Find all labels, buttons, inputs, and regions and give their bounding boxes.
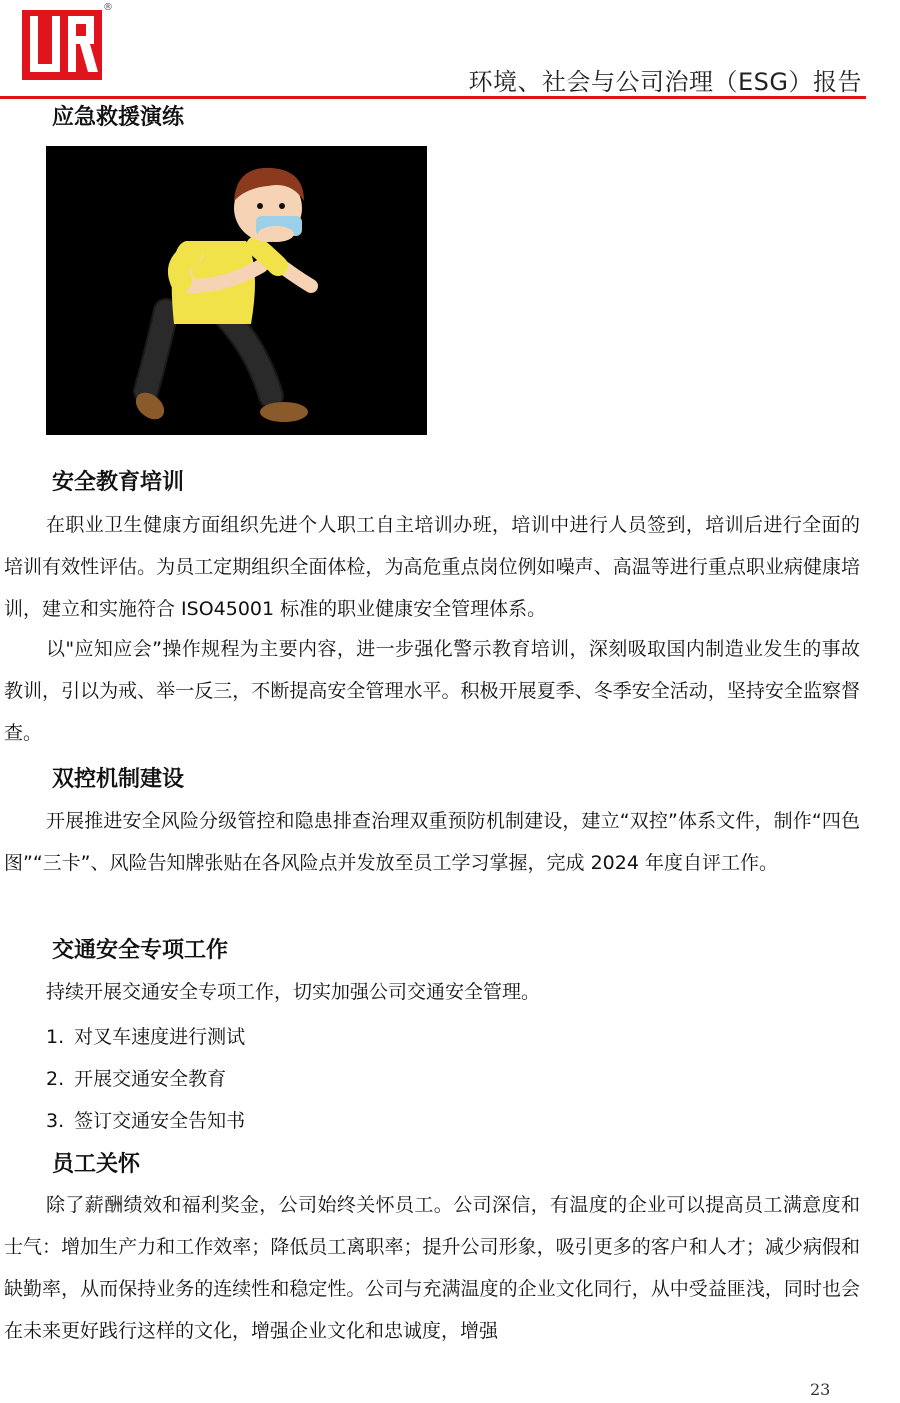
section-heading-care: 员工关怀 xyxy=(52,1152,141,1177)
section-heading-dual-control: 双控机制建设 xyxy=(52,767,185,792)
list-item-text: 开展交通安全教育 xyxy=(74,1068,227,1090)
care-paragraph: 除了薪酬绩效和福利奖金，公司始终关怀员工。公司深信，有温度的企业可以提高员工满意度和士气：增加生产力和工作效率；降低员工离职率；提升公司形象，吸引更多的客户和人才；减少病假和缺勤率，从而保持业务的连续性和稳定性。公司与充满温度的企业文化同行，从中受益匪浅，同时也会在未来更好践行这样的文化，增强企业文化和忠诚度，增强 xyxy=(4,1194,860,1342)
page-number: 23 xyxy=(810,1380,831,1399)
list-item xyxy=(46,1106,245,1133)
section-heading-training: 安全教育培训 xyxy=(52,470,185,495)
list-item-number: 2. xyxy=(46,1068,65,1090)
dual-control-paragraph: 开展推进安全风险分级管控和隐患排查治理双重预防机制建设，建立“双控”体系文件，制作“四色图”“三卡”、风险告知牌张贴在各风险点并发放至员工学习掌握，完成 2024 年度自评工作。 xyxy=(4,810,860,874)
traffic-intro: 持续开展交通安全专项工作，切实加强公司交通安全管理。 xyxy=(46,981,541,1003)
training-paragraph-1: 在职业卫生健康方面组织先进个人职工自主培训办班，培训中进行人员签到，培训后进行全面的培训有效性评估。为员工定期组织全面体检，为高危重点岗位例如噪声、高温等进行重点职业病健康培训，建立和实施符合 ISO45001 标准的职业健康安全管理体系。 xyxy=(4,514,860,620)
drill-illustration xyxy=(46,146,427,435)
header-divider xyxy=(0,96,866,99)
list-item xyxy=(46,1022,245,1049)
list-item-number: 1. xyxy=(46,1026,65,1048)
list-item xyxy=(46,1064,226,1091)
training-paragraph-2: 以"应知应会”操作规程为主要内容，进一步强化警示教育培训，深刻吸取国内制造业发生的事故教训，引以为戒、举一反三，不断提高安全管理水平。积极开展夏季、冬季安全活动，坚持安全监察督查。 xyxy=(4,638,860,744)
list-item-text: 签订交通安全告知书 xyxy=(74,1110,246,1132)
section-heading-drill: 应急救援演练 xyxy=(52,105,185,130)
report-title: 环境、社会与公司治理（ESG）报告 xyxy=(468,68,862,96)
company-logo xyxy=(20,6,106,82)
section-heading-traffic: 交通安全专项工作 xyxy=(52,938,229,963)
list-item-number: 3. xyxy=(46,1110,65,1132)
registered-mark: ® xyxy=(103,2,113,13)
list-item-text: 对叉车速度进行测试 xyxy=(74,1026,246,1048)
